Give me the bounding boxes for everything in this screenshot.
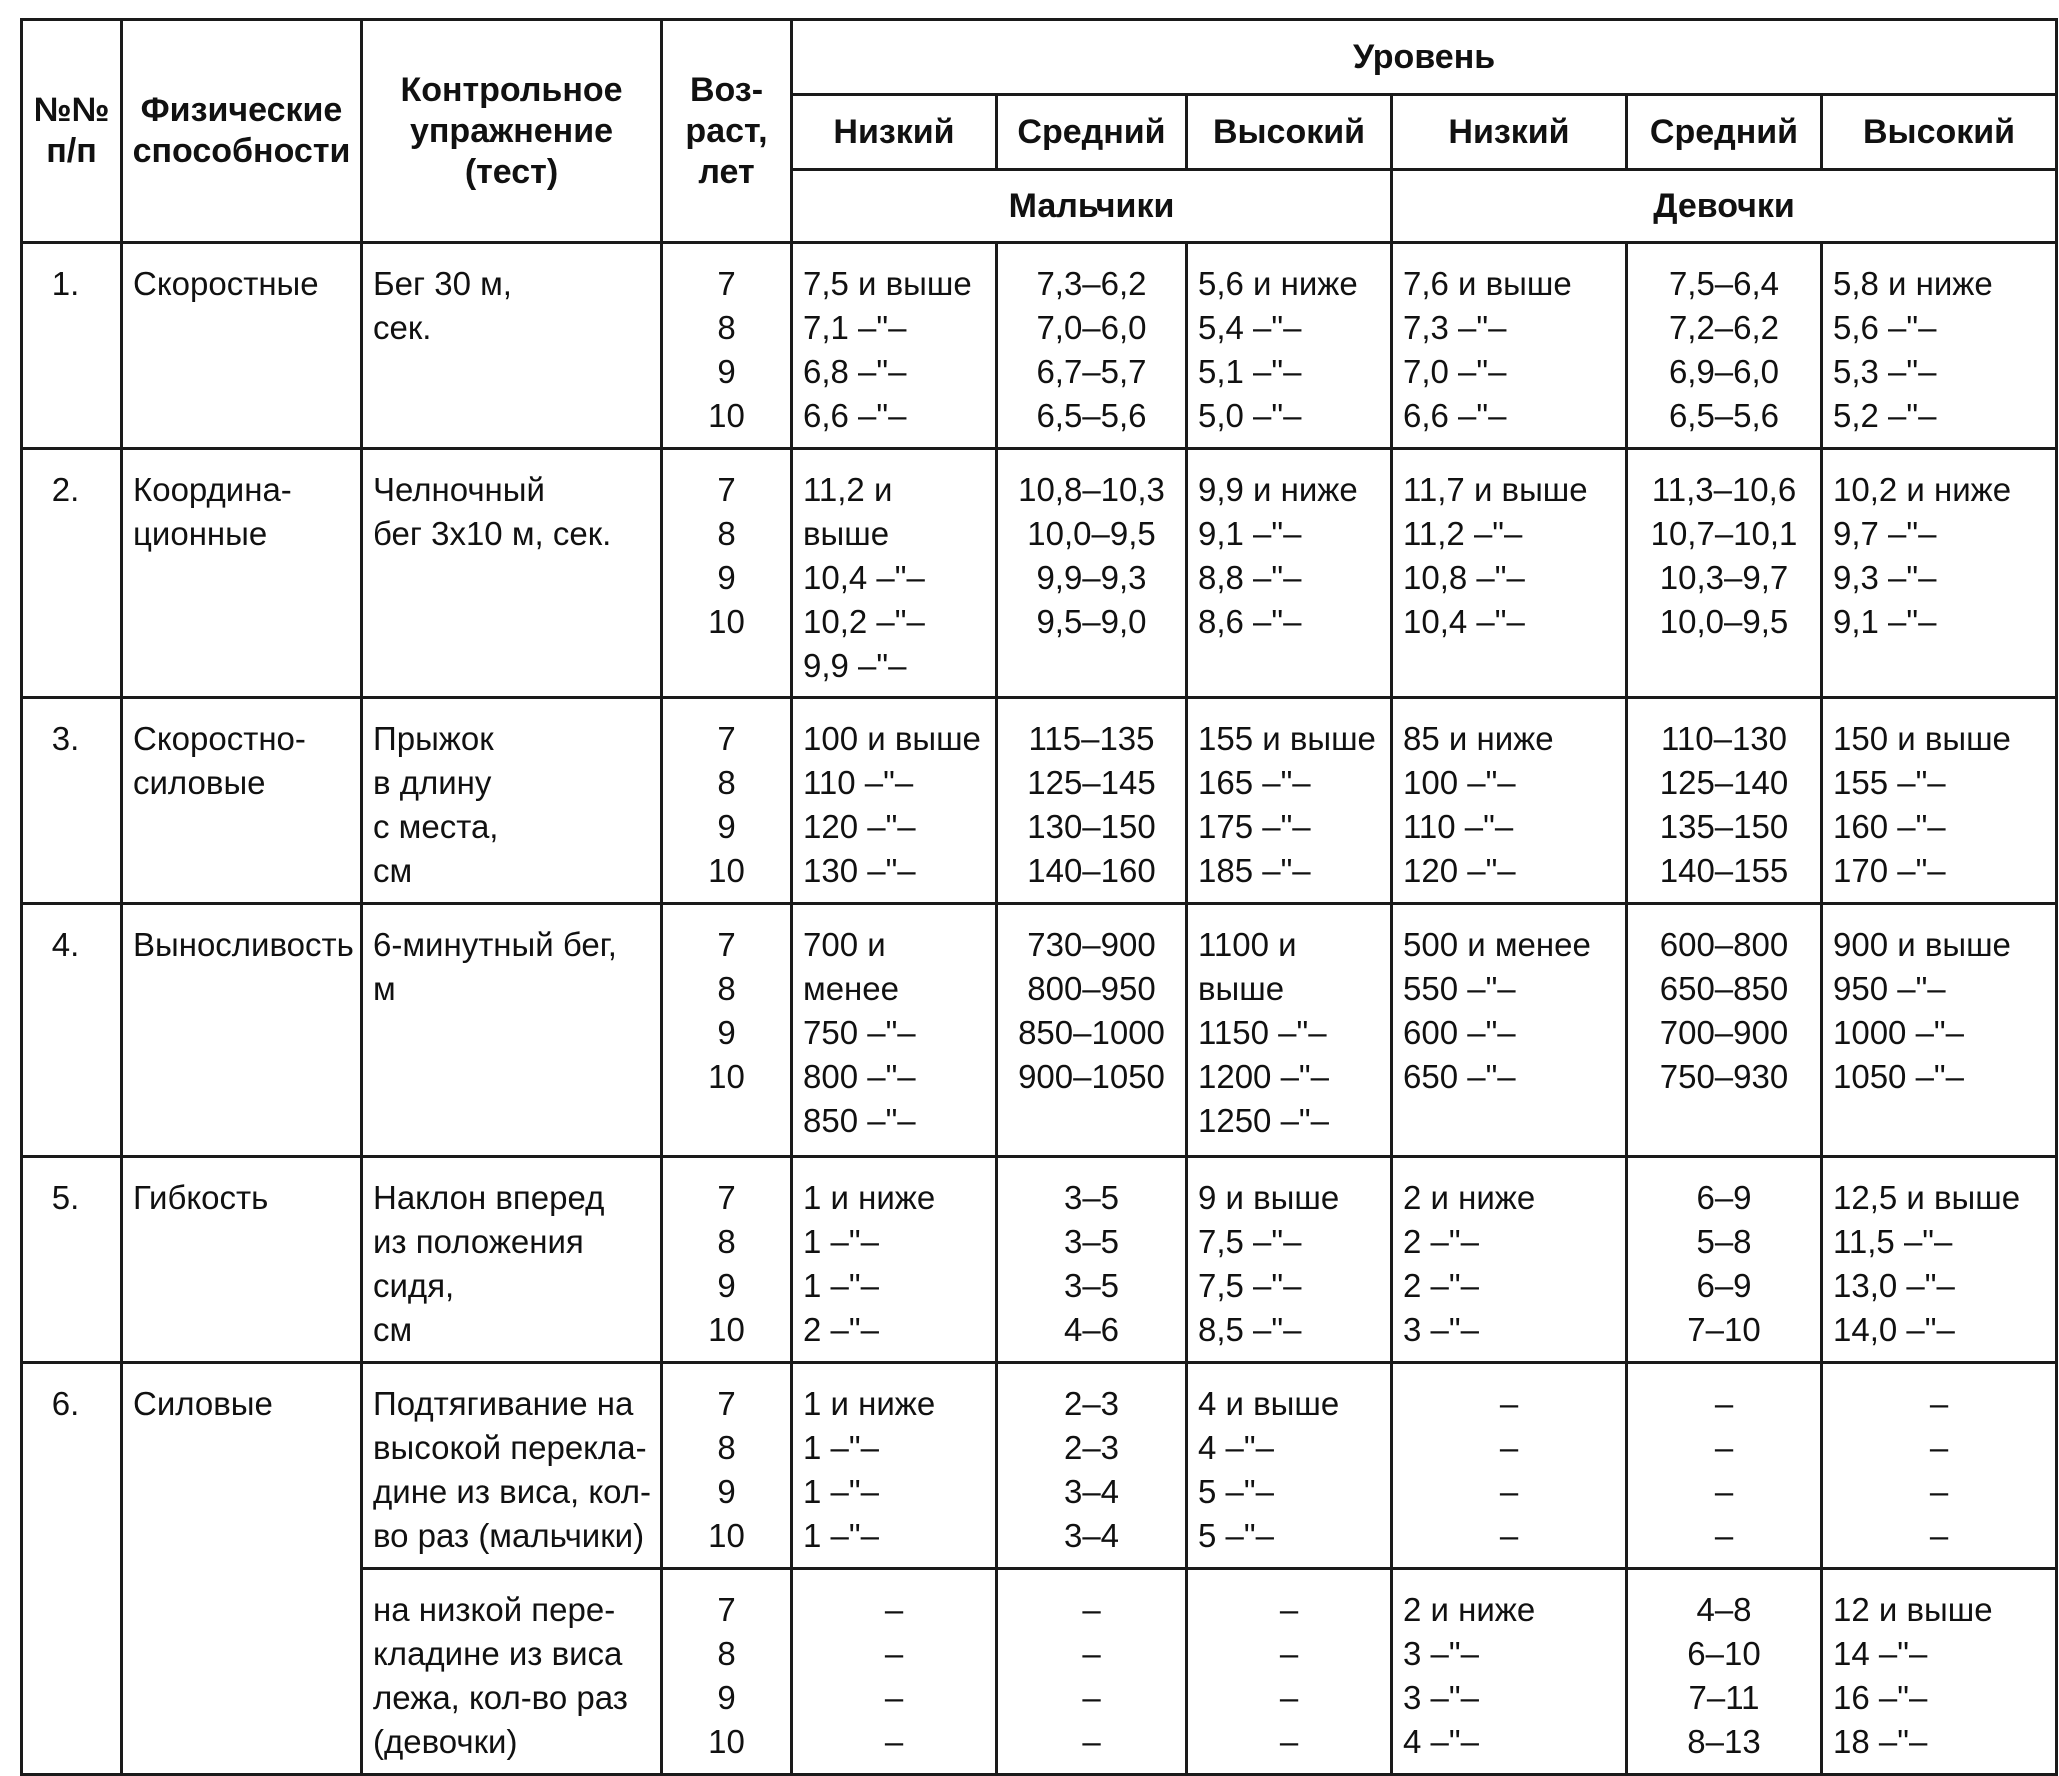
header-level: Уровень	[792, 20, 2057, 95]
table-row	[22, 1363, 2057, 1569]
age-cell: 7 8 9 10	[662, 243, 792, 449]
age-cell: 7 8 9 10	[662, 698, 792, 904]
girls-high-cell: 12,5 и выше 11,5 –"– 13,0 –"– 14,0 –"–	[1822, 1157, 2057, 1363]
girls-mid-cell: – – – –	[1627, 1363, 1822, 1569]
boys-low-cell: 700 и менее 750 –"– 800 –"– 850 –"–	[792, 904, 997, 1157]
boys-mid-cell: 7,3–6,2 7,0–6,0 6,7–5,7 6,5–5,6	[997, 243, 1187, 449]
boys-low-cell: 7,5 и выше 7,1 –"– 6,8 –"– 6,6 –"–	[792, 243, 997, 449]
girls-mid-cell: 110–130 125–140 135–150 140–155	[1627, 698, 1822, 904]
girls-low-cell: – – – –	[1392, 1363, 1627, 1569]
boys-mid-cell: 115–135 125–145 130–150 140–160	[997, 698, 1187, 904]
boys-mid-cell: 3–5 3–5 3–5 4–6	[997, 1157, 1187, 1363]
age-cell: 7 8 9 10	[662, 449, 792, 698]
age-cell: 7 8 9 10	[662, 1157, 792, 1363]
girls-low-cell: 7,6 и выше 7,3 –"– 7,0 –"– 6,6 –"–	[1392, 243, 1627, 449]
test-cell: Наклон вперед из положения сидя, см	[362, 1157, 662, 1363]
girls-high-cell: – – – –	[1822, 1363, 2057, 1569]
boys-mid-cell: 2–3 2–3 3–4 3–4	[997, 1363, 1187, 1569]
girls-low-cell: 2 и ниже 3 –"– 3 –"– 4 –"–	[1392, 1569, 1627, 1775]
girls-low-cell: 2 и ниже 2 –"– 2 –"– 3 –"–	[1392, 1157, 1627, 1363]
boys-mid-cell: 730–900 800–950 850–1000 900–1050	[997, 904, 1187, 1157]
header-row-1	[22, 20, 2057, 95]
boys-high-cell: 9 и выше 7,5 –"– 7,5 –"– 8,5 –"–	[1187, 1157, 1392, 1363]
header-boys-high: Высокий	[1187, 95, 1392, 170]
girls-low-cell: 500 и менее 550 –"– 600 –"– 650 –"–	[1392, 904, 1627, 1157]
test-cell: Бег 30 м, сек.	[362, 243, 662, 449]
ability-cell: Скоростно- силовые	[122, 698, 362, 904]
girls-high-cell: 900 и выше 950 –"– 1000 –"– 1050 –"–	[1822, 904, 2057, 1157]
header-girls-low: Низкий	[1392, 95, 1627, 170]
age-cell: 7 8 9 10	[662, 904, 792, 1157]
age-cell: 7 8 9 10	[662, 1569, 792, 1775]
age-cell: 7 8 9 10	[662, 1363, 792, 1569]
boys-mid-cell: 10,8–10,3 10,0–9,5 9,9–9,3 9,5–9,0	[997, 449, 1187, 698]
ability-cell: Выносливость	[122, 904, 362, 1157]
row-number: 4.	[22, 904, 122, 1157]
ability-cell: Скоростные	[122, 243, 362, 449]
boys-low-cell: 100 и выше 110 –"– 120 –"– 130 –"–	[792, 698, 997, 904]
boys-low-cell: 1 и ниже 1 –"– 1 –"– 2 –"–	[792, 1157, 997, 1363]
header-girls: Девочки	[1392, 170, 2057, 243]
fitness-norms-table	[20, 18, 2058, 1776]
row-number: 3.	[22, 698, 122, 904]
row-number: 2.	[22, 449, 122, 698]
header-boys-low: Низкий	[792, 95, 997, 170]
boys-high-cell: 155 и выше 165 –"– 175 –"– 185 –"–	[1187, 698, 1392, 904]
table-row	[22, 904, 2057, 1157]
girls-low-cell: 85 и ниже 100 –"– 110 –"– 120 –"–	[1392, 698, 1627, 904]
header-age: Воз- раст, лет	[662, 20, 792, 243]
test-cell: 6-минутный бег, м	[362, 904, 662, 1157]
girls-low-cell: 11,7 и выше 11,2 –"– 10,8 –"– 10,4 –"–	[1392, 449, 1627, 698]
ability-cell: Координа- ционные	[122, 449, 362, 698]
test-cell: Прыжок в длину с места, см	[362, 698, 662, 904]
girls-mid-cell: 600–800 650–850 700–900 750–930	[1627, 904, 1822, 1157]
girls-mid-cell: 6–9 5–8 6–9 7–10	[1627, 1157, 1822, 1363]
boys-high-cell: 9,9 и ниже 9,1 –"– 8,8 –"– 8,6 –"–	[1187, 449, 1392, 698]
table-row	[22, 698, 2057, 904]
boys-high-cell: – – – –	[1187, 1569, 1392, 1775]
boys-high-cell: 1100 и выше 1150 –"– 1200 –"– 1250 –"–	[1187, 904, 1392, 1157]
header-boys-mid: Средний	[997, 95, 1187, 170]
girls-mid-cell: 4–8 6–10 7–11 8–13	[1627, 1569, 1822, 1775]
boys-mid-cell: – – – –	[997, 1569, 1187, 1775]
boys-low-cell: 11,2 и выше 10,4 –"– 10,2 –"– 9,9 –"–	[792, 449, 997, 698]
ability-cell: Гибкость	[122, 1157, 362, 1363]
girls-high-cell: 10,2 и ниже 9,7 –"– 9,3 –"– 9,1 –"–	[1822, 449, 2057, 698]
boys-high-cell: 5,6 и ниже 5,4 –"– 5,1 –"– 5,0 –"–	[1187, 243, 1392, 449]
row-number: 5.	[22, 1157, 122, 1363]
row-number: 6.	[22, 1363, 122, 1775]
girls-mid-cell: 7,5–6,4 7,2–6,2 6,9–6,0 6,5–5,6	[1627, 243, 1822, 449]
table-row	[22, 243, 2057, 449]
girls-mid-cell: 11,3–10,6 10,7–10,1 10,3–9,7 10,0–9,5	[1627, 449, 1822, 698]
boys-low-cell: 1 и ниже 1 –"– 1 –"– 1 –"–	[792, 1363, 997, 1569]
test-cell: Челночный бег 3х10 м, сек.	[362, 449, 662, 698]
ability-cell: Силовые	[122, 1363, 362, 1775]
header-girls-high: Высокий	[1822, 95, 2057, 170]
girls-high-cell: 150 и выше 155 –"– 160 –"– 170 –"–	[1822, 698, 2057, 904]
boys-low-cell: – – – –	[792, 1569, 997, 1775]
header-num: №№ п/п	[22, 20, 122, 243]
header-girls-mid: Средний	[1627, 95, 1822, 170]
header-boys: Мальчики	[792, 170, 1392, 243]
header-ability: Физические способности	[122, 20, 362, 243]
table-row	[22, 449, 2057, 698]
table-row	[22, 1157, 2057, 1363]
girls-high-cell: 12 и выше 14 –"– 16 –"– 18 –"–	[1822, 1569, 2057, 1775]
row-number: 1.	[22, 243, 122, 449]
test-cell: на низкой пере- кладине из виса лежа, кол-во раз (девочки)	[362, 1569, 662, 1775]
girls-high-cell: 5,8 и ниже 5,6 –"– 5,3 –"– 5,2 –"–	[1822, 243, 2057, 449]
boys-high-cell: 4 и выше 4 –"– 5 –"– 5 –"–	[1187, 1363, 1392, 1569]
test-cell: Подтягивание на высокой перекла- дине из виса, кол- во раз (мальчики)	[362, 1363, 662, 1569]
header-test: Контрольное упражнение (тест)	[362, 20, 662, 243]
